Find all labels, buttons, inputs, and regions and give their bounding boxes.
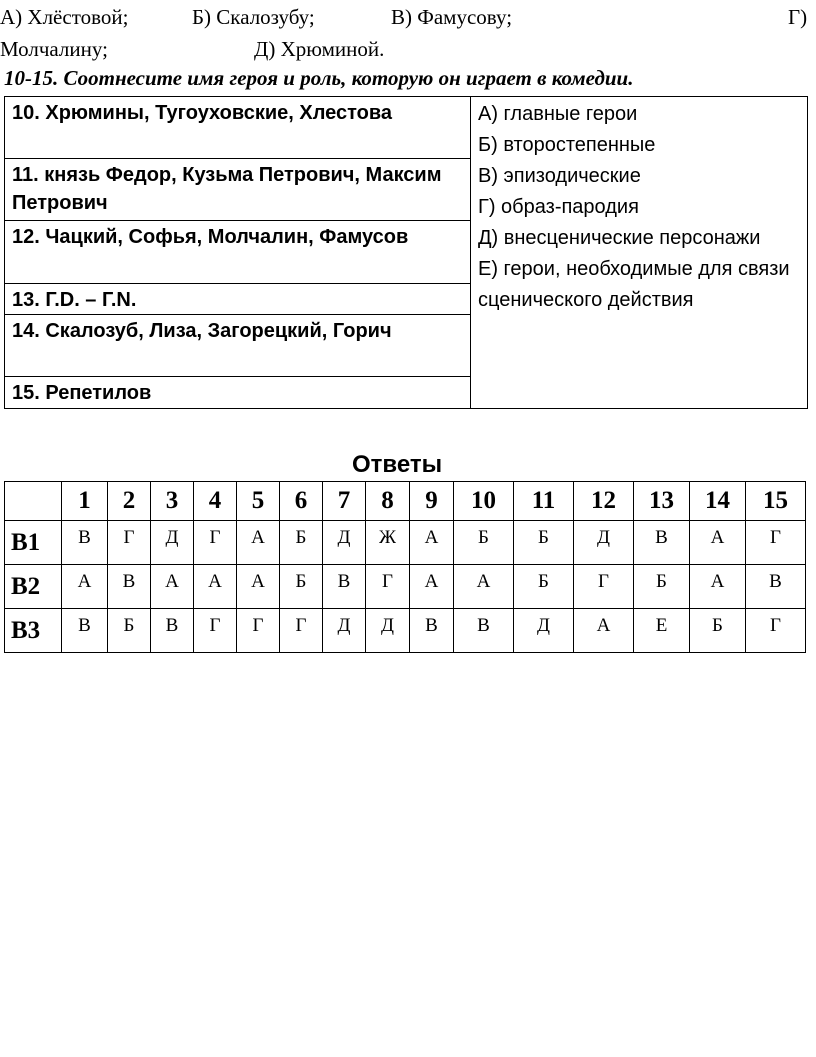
column-header: 14 [690,482,746,521]
column-header: 5 [237,482,280,521]
answer-cell: Г [280,609,323,653]
column-header: 11 [514,482,574,521]
corner-cell [5,482,62,521]
column-header: 3 [151,482,194,521]
answer-cell: В [62,609,108,653]
answer-cell: Д [151,521,194,565]
answer-cell: Г [746,521,806,565]
column-header: 2 [108,482,151,521]
column-header: 10 [454,482,514,521]
option-b: Б) Скалозубу; [192,5,315,29]
role-e: Д) внесценические персонажи [478,227,761,249]
column-header: 9 [410,482,454,521]
character-cell-15: 15. Репетилов [5,377,471,409]
character-cell-14: 14. Скалозуб, Лиза, Загорецкий, Горич [5,315,471,377]
answer-cell: В [634,521,690,565]
answer-cell: А [194,565,237,609]
answer-cell: Ж [366,521,410,565]
column-header: 1 [62,482,108,521]
variant-label: В2 [5,565,62,609]
answer-row [5,521,806,565]
answer-cell: Д [323,521,366,565]
option-d: Г) [788,5,808,29]
column-header: 8 [366,482,410,521]
answer-cell: А [151,565,194,609]
answer-cell: А [62,565,108,609]
variant-label: В1 [5,521,62,565]
answer-cell: А [237,565,280,609]
answer-cell: Б [108,609,151,653]
answer-cell: Д [366,609,410,653]
option-d-continued: Молчалину; [0,37,108,61]
character-cell-12: 12. Чацкий, Софья, Молчалин, Фамусов [5,221,471,283]
answer-cell: Г [194,609,237,653]
answer-cell: Б [690,609,746,653]
task-heading: 10-15. Соотнесите имя героя и роль, которую он играет в комедии. [4,66,634,90]
answers-title: Ответы [352,451,443,478]
answer-cell: Г [574,565,634,609]
answer-cell: Б [514,565,574,609]
answer-cell: В [746,565,806,609]
character-cell-11: 11. князь Федор, Кузьма Петрович, Максим Петрович [5,159,471,221]
character-cell-13: 13. Г.D. – Г.N. [5,283,471,315]
role-d: Г) образ-пародия [478,196,639,218]
option-c: В) Фамусову; [391,5,513,29]
answer-cell: Б [514,521,574,565]
answer-cell: Г [237,609,280,653]
answer-cell: А [690,565,746,609]
answers-table [4,481,806,653]
option-a: А) Хлёстовой; [0,5,129,29]
answer-cell: А [410,565,454,609]
roles-cell [471,97,808,409]
answer-cell: А [690,521,746,565]
answer-cell: А [574,609,634,653]
answer-cell: Б [454,521,514,565]
answer-cell: Д [514,609,574,653]
column-header: 6 [280,482,323,521]
variant-label: В3 [5,609,62,653]
column-header: 15 [746,482,806,521]
answer-cell: Е [634,609,690,653]
answer-cell: А [237,521,280,565]
answers-header-row [5,482,806,521]
answer-cell: Г [746,609,806,653]
answer-cell: В [410,609,454,653]
answer-cell: Б [634,565,690,609]
answer-cell: В [62,521,108,565]
character-cell-10: 10. Хрюмины, Тугоуховские, Хлестова [5,97,471,159]
answer-cell: Г [366,565,410,609]
answer-cell: Д [574,521,634,565]
column-header: 12 [574,482,634,521]
answer-cell: А [410,521,454,565]
answer-cell: В [323,565,366,609]
answer-row [5,609,806,653]
role-f: Е) герои, необходимые для связи сценического действия [478,258,790,311]
answer-cell: Г [108,521,151,565]
column-header: 7 [323,482,366,521]
role-a: А) главные герои [478,103,638,125]
answer-cell: В [151,609,194,653]
role-c: В) эпизодические [478,165,641,187]
option-e: Д) Хрюминой. [254,37,385,61]
column-header: 13 [634,482,690,521]
answer-cell: Б [280,521,323,565]
answer-cell: Д [323,609,366,653]
answer-row [5,565,806,609]
answer-cell: В [108,565,151,609]
answer-cell: В [454,609,514,653]
answer-cell: Б [280,565,323,609]
matching-table [4,96,808,409]
answer-cell: Г [194,521,237,565]
answer-cell: А [454,565,514,609]
column-header: 4 [194,482,237,521]
role-b: Б) второстепенные [478,134,656,156]
